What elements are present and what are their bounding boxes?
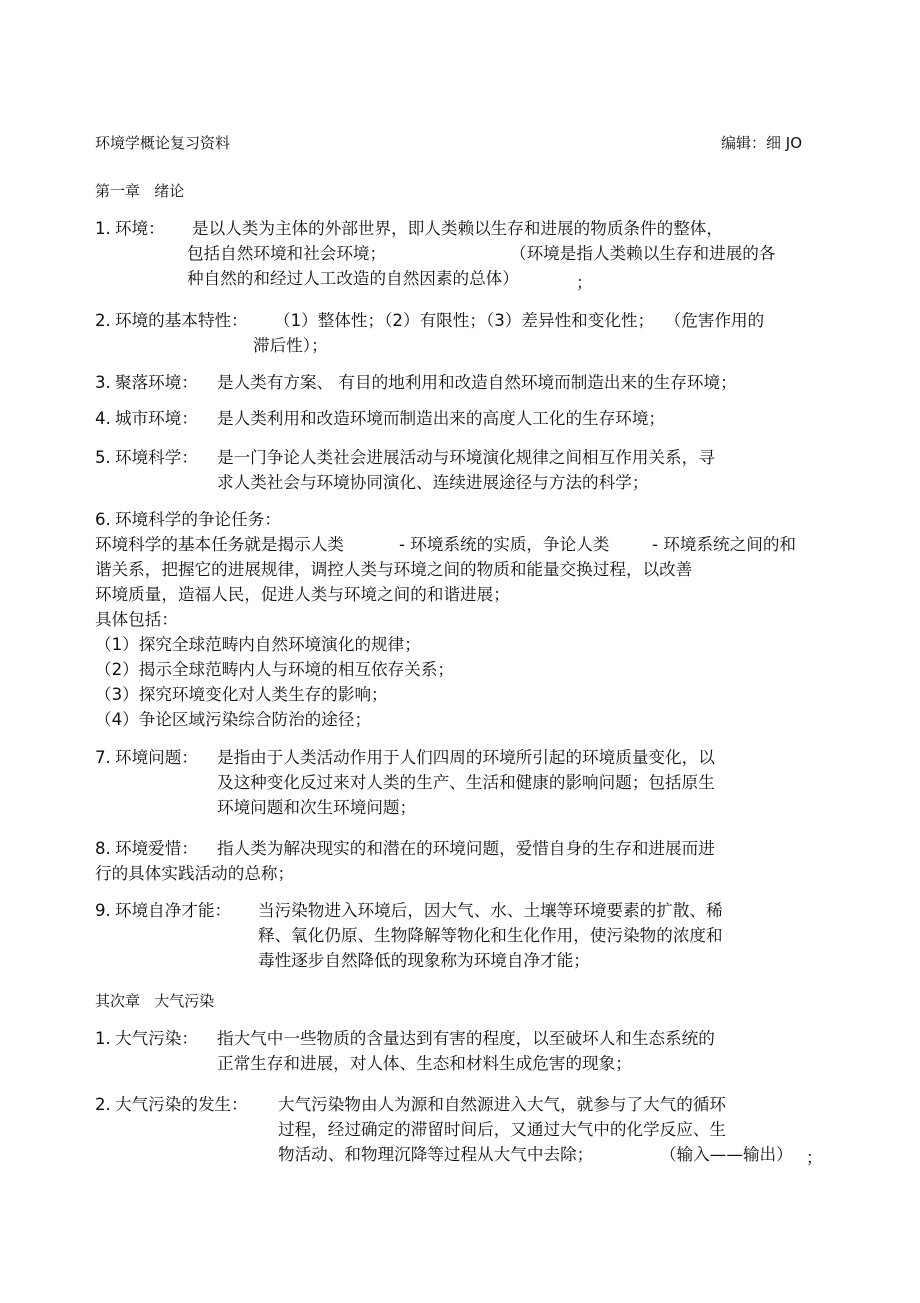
item-text: （环境是指人类赖以生存和进展的各 — [510, 244, 776, 263]
sub-item: （2）揭示全球范畴内人与环境的相互依存关系； — [95, 660, 455, 679]
item-text: 种自然的和经过人工改造的自然因素的总体） — [187, 269, 519, 288]
item-text: 谐关系，把握它的进展规律，调控人类与环境之间的物质和能量交换过程，以改善 — [95, 560, 693, 579]
item-text: 包括自然环境和社会环境； — [187, 244, 387, 263]
item-text: - 环境系统之间的和 — [652, 535, 797, 554]
item-text: 是一门争论人类社会进展活动与环境演化规律之间相互作用关系，寻 — [217, 448, 715, 467]
item-text: 毒性逐步自然降低的现象称为环境自净才能； — [258, 951, 590, 970]
item-number: 5. — [95, 448, 111, 467]
item-number: 1. — [95, 219, 111, 238]
item-number: 2. — [95, 1095, 111, 1114]
item-number: 4. — [95, 409, 111, 428]
item-text: 及这种变化反过来对人类的生产、生活和健康的影响问题；包括原生 — [217, 773, 715, 792]
item-number: 9. — [95, 901, 111, 920]
item-text: 指大气中一些物质的含量达到有害的程度，以至破坏人和生态系统的 — [217, 1029, 715, 1048]
item-text: 滞后性）； — [253, 336, 328, 355]
item-number: 8. — [95, 839, 111, 858]
item-term: 大气污染： — [115, 1029, 198, 1048]
item-text: （输入——输出） — [660, 1145, 793, 1164]
sub-item: （3）探究环境变化对人类生存的影响； — [95, 685, 388, 704]
document-title: 环境学概论复习资料 — [95, 134, 231, 152]
item-text: 环境科学的基本任务就是揭示人类 — [95, 535, 344, 554]
item-number: 6. — [95, 510, 111, 529]
editor-credit: 编辑：细 JO — [721, 134, 802, 152]
item-text: 是以人类为主体的外部世界，即人类赖以生存和进展的物质条件的整体， — [192, 219, 723, 238]
item-number: 2. — [95, 311, 111, 330]
item-text: 环境质量，造福人民，促进人类与环境之间的和谐进展； — [95, 585, 510, 604]
item-term: 环境爱惜： — [115, 839, 198, 858]
item-term: 环境： — [115, 219, 165, 238]
item-text: 物活动、和物理沉降等过程从大气中去除； — [278, 1145, 594, 1164]
item-term: 大气污染的发生： — [115, 1095, 248, 1114]
sub-item: （4）争论区域污染综合防治的途径； — [95, 710, 372, 729]
item-term: 聚落环境： — [115, 373, 198, 392]
item-text: 是人类有方案、 有目的地利用和改造自然环境而制造出来的生存环境； — [217, 373, 737, 392]
item-term: 环境问题： — [115, 748, 198, 767]
item-term: 环境科学的争论任务： — [115, 510, 281, 529]
item-term: 环境自净才能： — [115, 901, 232, 920]
item-text: 当污染物进入环境后，因大气、水、土壤等环境要素的扩散、稀 — [258, 901, 723, 920]
item-text: 行的具体实践活动的总称； — [95, 864, 295, 883]
item-text: 正常生存和进展，对人体、生态和材料生成危害的现象； — [217, 1054, 632, 1073]
chapter-heading-1: 第一章 绪论 — [95, 182, 185, 200]
sub-item: （1）探究全球范畴内自然环境演化的规律； — [95, 635, 421, 654]
item-text: 过程，经过确定的滞留时间后，又通过大气中的化学反应、生 — [278, 1120, 727, 1139]
item-text: 大气污染物由人为源和自然源进入大气，就参与了大气的循环 — [278, 1095, 727, 1114]
item-term: 城市环境： — [115, 409, 198, 428]
item-text: ； — [576, 273, 593, 292]
item-text: 求人类社会与环境协同演化、连续进展途径与方法的科学； — [217, 473, 649, 492]
item-text: 具体包括： — [95, 610, 178, 629]
item-text: 环境问题和次生环境问题； — [217, 798, 417, 817]
item-number: 7. — [95, 748, 111, 767]
item-term: 环境的基本特性： — [115, 311, 248, 330]
item-text: ； — [806, 1148, 823, 1167]
item-number: 1. — [95, 1029, 111, 1048]
item-term: 环境科学： — [115, 448, 198, 467]
item-number: 3. — [95, 373, 111, 392]
item-text: - 环境系统的实质，争论人类 — [399, 535, 610, 554]
chapter-heading-2: 其次章 大气污染 — [95, 992, 215, 1010]
item-text: 是人类利用和改造环境而制造出来的高度人工化的生存环境； — [217, 409, 666, 428]
item-text: （1）整体性；（2）有限性；（3）差异性和变化性； （危害作用的 — [274, 311, 765, 330]
item-text: 释、氧化仍原、生物降解等物化和生化作用，使污染物的浓度和 — [258, 926, 723, 945]
item-text: 指人类为解决现实的和潜在的环境问题，爱惜自身的生存和进展而进 — [217, 839, 715, 858]
item-text: 是指由于人类活动作用于人们四周的环境所引起的环境质量变化，以 — [217, 748, 715, 767]
